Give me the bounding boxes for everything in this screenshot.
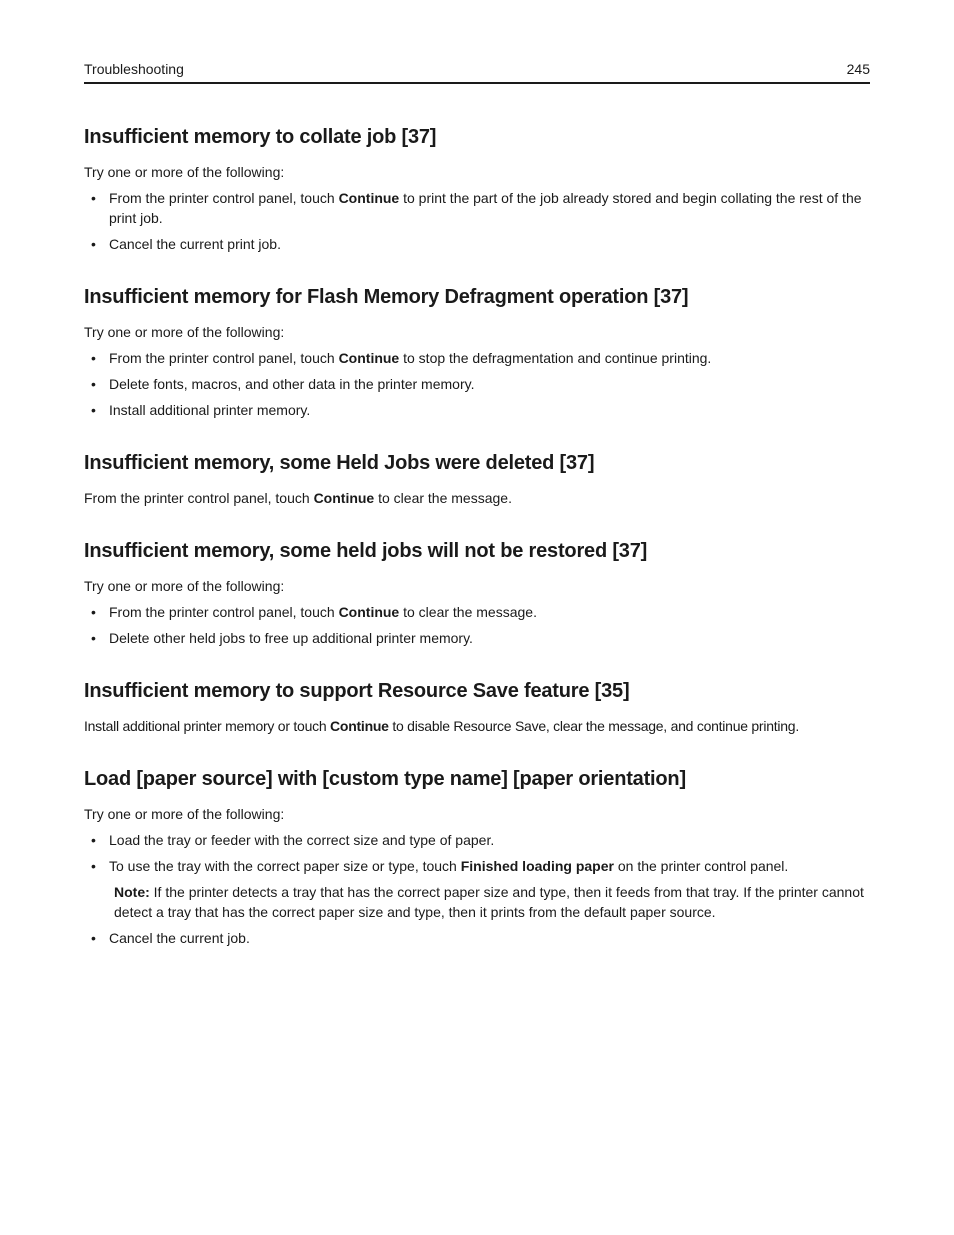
- list-item: • Cancel the current print job.: [91, 236, 281, 252]
- section-held-jobs-not-restored: [84, 538, 874, 648]
- bullet-icon: •: [91, 832, 96, 848]
- ui-term: Continue: [313, 490, 375, 506]
- bullet-list: [84, 348, 874, 420]
- bullet-icon: •: [91, 604, 96, 620]
- bullet-list: [84, 928, 874, 948]
- section-heading: Insufficient memory, some held jobs will not be restored [37]: [84, 540, 648, 562]
- ui-term: Continue: [338, 350, 400, 366]
- list-item: • Install additional printer memory.: [91, 402, 311, 418]
- section-collate-job: [84, 124, 874, 254]
- section-body: From the printer control panel, touch Continue to clear the message.: [84, 490, 512, 506]
- note-block: [114, 882, 874, 922]
- section-heading: Insufficient memory for Flash Memory Defragment operation [37]: [84, 286, 689, 308]
- section-intro: Try one or more of the following:: [84, 324, 285, 340]
- section-intro: Try one or more of the following:: [84, 578, 285, 594]
- ui-term: Continue: [330, 718, 389, 734]
- section-held-jobs-deleted: [84, 450, 874, 508]
- header-section-title: Troubleshooting: [84, 61, 184, 77]
- list-item: • From the printer control panel, touch Continue to stop the defragmentation and continue printing.: [91, 350, 712, 366]
- section-resource-save: [84, 678, 874, 736]
- note-label: Note:: [114, 884, 150, 900]
- section-heading: Insufficient memory to collate job [37]: [84, 126, 437, 148]
- bullet-icon: •: [91, 236, 96, 252]
- bullet-icon: •: [91, 930, 96, 946]
- list-item: • To use the tray with the correct paper size or type, touch Finished loading paper on the printer control panel.: [91, 858, 789, 874]
- bullet-icon: •: [91, 190, 96, 206]
- ui-term: Finished loading paper: [460, 858, 614, 874]
- page-header: [84, 60, 870, 84]
- list-item: • Load the tray or feeder with the correct size and type of paper.: [91, 832, 495, 848]
- section-body: Install additional printer memory or touch Continue to disable Resource Save, clear the message, and continue printing.: [84, 718, 799, 734]
- ui-term: Continue: [338, 604, 400, 620]
- section-heading: Insufficient memory, some Held Jobs were deleted [37]: [84, 452, 595, 474]
- section-intro: Try one or more of the following:: [84, 806, 285, 822]
- bullet-icon: •: [91, 402, 96, 418]
- note-text: If the printer detects a tray that has the correct paper size and type, then it feeds from that tray. If the printer cannot detect a tray that has the correct paper size and type, then it prints from the default paper source.: [114, 884, 864, 920]
- section-intro: Try one or more of the following:: [84, 164, 285, 180]
- section-load-paper-source: [84, 766, 874, 948]
- list-item: • From the printer control panel, touch Continue to print the part of the job already stored and begin collating the rest of the print job.: [91, 190, 862, 226]
- list-item: • Delete other held jobs to free up additional printer memory.: [91, 630, 473, 646]
- bullet-list: [84, 830, 874, 876]
- bullet-list: [84, 188, 874, 254]
- list-item: • From the printer control panel, touch Continue to clear the message.: [91, 604, 537, 620]
- bullet-icon: •: [91, 630, 96, 646]
- bullet-icon: •: [91, 858, 96, 874]
- bullet-icon: •: [91, 350, 96, 366]
- bullet-icon: •: [91, 376, 96, 392]
- bullet-list: [84, 602, 874, 648]
- ui-term: Continue: [338, 190, 400, 206]
- header-page-number: 245: [846, 61, 870, 77]
- list-item: • Delete fonts, macros, and other data in the printer memory.: [91, 376, 475, 392]
- page-content: [84, 124, 874, 978]
- section-heading: Insufficient memory to support Resource Save feature [35]: [84, 680, 630, 702]
- section-heading: Load [paper source] with [custom type name] [paper orientation]: [84, 768, 686, 790]
- section-flash-defragment: [84, 284, 874, 420]
- list-item: • Cancel the current job.: [91, 930, 250, 946]
